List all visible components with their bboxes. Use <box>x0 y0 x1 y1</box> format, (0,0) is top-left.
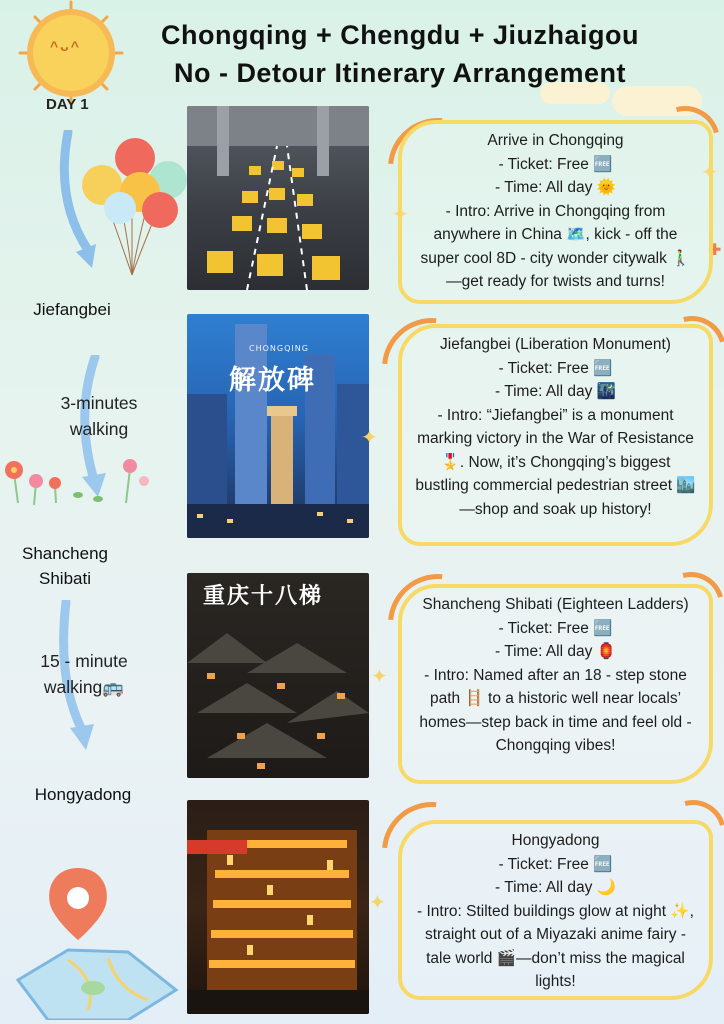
walk-duration-2: 15 - minute walking🚌 <box>40 651 128 697</box>
card-name: Arrive in Chongqing <box>487 132 624 149</box>
card-name: Shancheng Shibati (Eighteen Ladders) <box>422 596 689 613</box>
stop-shancheng-shibati: Shancheng Shibati <box>21 544 109 588</box>
card-intro: - Intro: “Jiefangbei” is a monument marking victory in the War of Resistance 🎖️. Now, it’s Chongqing’s biggest bustling commercial pedestrian street 🏙️—shop and soak up history! <box>415 406 696 518</box>
sun-eyes: ^ᴗ^ <box>50 38 81 54</box>
page-title: Chongqing + Chengdu + Jiuzhaigou <box>161 20 639 50</box>
card-time: - Time: All day 🌙 <box>495 879 616 896</box>
sparkle-icon: ✦ <box>369 892 386 914</box>
sparkle-icon: ✦ <box>371 666 388 688</box>
card-time: - Time: All day 🏮 <box>495 643 616 660</box>
photo-taxis <box>187 106 369 290</box>
card-ticket: - Ticket: Free 🆓 <box>498 855 613 873</box>
photo-caption-jiefangbei: 解放碑 <box>229 365 316 396</box>
card-time: - Time: All day 🌃 <box>495 383 616 400</box>
photo-hongyadong <box>187 800 369 1014</box>
card-ticket: - Ticket: Free 🆓 <box>498 155 613 173</box>
sparkle-icon: ✦ <box>361 427 378 449</box>
map-pin-icon <box>8 860 180 1020</box>
stop-hongyadong: Hongyadong <box>34 785 132 804</box>
card-jiefangbei <box>398 324 713 546</box>
page-subtitle: No - Detour Itinerary Arrangement <box>173 58 627 88</box>
walk-duration-1: 3-minutes walking <box>60 393 138 439</box>
photo-caption-shibati: 重庆十八梯 <box>203 583 324 609</box>
card-intro: - Intro: Named after an 18 - step stone path 🪜 to a historic well near locals’ homes—step back in time and feel old - Chongqing vibes! <box>419 666 692 754</box>
sparkle-icon: ✦ <box>392 204 409 226</box>
photo-shibati <box>187 573 369 778</box>
photo-small-caption: CHONGQING <box>249 344 309 353</box>
photo-jiefangbei <box>187 314 369 538</box>
card-ticket: - Ticket: Free 🆓 <box>498 359 613 377</box>
route-arrow-icon <box>50 130 110 280</box>
card-hongyadong <box>398 820 713 1000</box>
card-shancheng-shibati <box>398 584 713 784</box>
stop-jiefangbei: Jiefangbei <box>33 300 111 319</box>
card-arrive-chongqing <box>398 120 713 304</box>
day-label: DAY 1 <box>46 96 89 113</box>
card-intro: - Intro: Stilted buildings glow at night ✨, straight out of a Miyazaki anime fairy - tale world 🎬—don’t miss the magical lights! <box>417 902 694 990</box>
sparkle-icon: ✚ <box>708 242 722 259</box>
card-time: - Time: All day 🌞 <box>495 179 616 196</box>
sparkle-icon: ✦ <box>701 162 718 184</box>
card-name: Hongyadong <box>511 832 600 849</box>
card-ticket: - Ticket: Free 🆓 <box>498 619 613 637</box>
card-intro: - Intro: Arrive in Chongqing from anywhere in China 🗺️, kick - off the super cool 8D - city wonder citywalk 🚶‍♂️—get ready for twists and turns! <box>420 202 691 290</box>
flowers-icon <box>0 455 155 510</box>
card-name: Jiefangbei (Liberation Monument) <box>440 336 671 353</box>
